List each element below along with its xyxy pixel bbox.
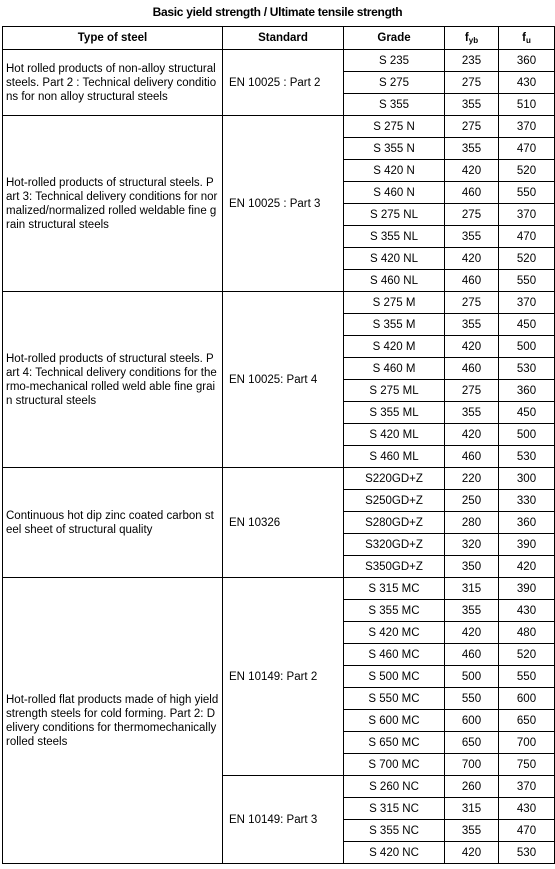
standard-cell: EN 10149: Part 2 <box>223 578 344 776</box>
steel-type-cell: Hot-rolled products of structural steels. Part 4: Technical delivery conditions for thermo-mechanical rolled weld able fine grain structural steels <box>3 292 223 468</box>
grade-cell: S 315 MC <box>344 578 445 600</box>
steel-strength-table <box>2 26 555 864</box>
fu-cell: 430 <box>499 600 555 622</box>
fu-cell: 530 <box>499 358 555 380</box>
grade-cell: S 420 ML <box>344 424 445 446</box>
fyb-cell: 420 <box>445 842 499 864</box>
grade-cell: S 420 MC <box>344 622 445 644</box>
fyb-cell: 460 <box>445 358 499 380</box>
standard-cell: EN 10025 : Part 2 <box>223 50 344 116</box>
grade-cell: S 235 <box>344 50 445 72</box>
fyb-cell: 420 <box>445 424 499 446</box>
fu-cell: 370 <box>499 204 555 226</box>
fu-cell: 520 <box>499 248 555 270</box>
fu-cell: 530 <box>499 446 555 468</box>
header-fu <box>499 27 555 50</box>
standard-cell: EN 10025: Part 4 <box>223 292 344 468</box>
steel-type-cell: Continuous hot dip zinc coated carbon steel sheet of structural quality <box>3 468 223 578</box>
header-fyb-subscript: yb <box>468 35 479 45</box>
grade-cell: S 275 <box>344 72 445 94</box>
fu-cell: 390 <box>499 534 555 556</box>
fyb-cell: 350 <box>445 556 499 578</box>
fyb-cell: 320 <box>445 534 499 556</box>
fyb-cell: 500 <box>445 666 499 688</box>
grade-cell: S 460 ML <box>344 446 445 468</box>
table-body <box>3 50 555 864</box>
fyb-cell: 460 <box>445 182 499 204</box>
grade-cell: S220GD+Z <box>344 468 445 490</box>
grade-cell: S 460 NL <box>344 270 445 292</box>
grade-cell: S 355 <box>344 94 445 116</box>
fu-cell: 470 <box>499 226 555 248</box>
grade-cell: S280GD+Z <box>344 512 445 534</box>
fu-cell: 500 <box>499 336 555 358</box>
fu-cell: 420 <box>499 556 555 578</box>
grade-cell: S 275 ML <box>344 380 445 402</box>
grade-cell: S 355 NL <box>344 226 445 248</box>
grade-cell: S 500 MC <box>344 666 445 688</box>
steel-type-cell: Hot-rolled flat products made of high yield strength steels for cold forming. Part 2: Delivery conditions for thermomechanically rolled steels <box>3 578 223 864</box>
fyb-cell: 355 <box>445 402 499 424</box>
fu-cell: 450 <box>499 402 555 424</box>
grade-cell: S 420 NL <box>344 248 445 270</box>
fu-cell: 450 <box>499 314 555 336</box>
fyb-cell: 355 <box>445 94 499 116</box>
grade-cell: S250GD+Z <box>344 490 445 512</box>
grade-cell: S 315 NC <box>344 798 445 820</box>
grade-cell: S 420 NC <box>344 842 445 864</box>
grade-cell: S 355 MC <box>344 600 445 622</box>
fyb-cell: 420 <box>445 336 499 358</box>
fyb-cell: 275 <box>445 204 499 226</box>
grade-cell: S 355 M <box>344 314 445 336</box>
header-standard: Standard <box>223 27 344 50</box>
steel-type-cell: Hot-rolled products of structural steels. Part 3: Technical delivery conditions for normalized/normalized rolled weldable fine grain structural steels <box>3 116 223 292</box>
header-grade: Grade <box>344 27 445 50</box>
fyb-cell: 355 <box>445 600 499 622</box>
fu-cell: 600 <box>499 688 555 710</box>
fu-cell: 370 <box>499 776 555 798</box>
fu-cell: 520 <box>499 644 555 666</box>
header-fu-subscript: u <box>525 35 531 45</box>
fu-cell: 430 <box>499 72 555 94</box>
header-fyb-symbol: f <box>464 31 469 44</box>
grade-cell: S 700 MC <box>344 754 445 776</box>
fu-cell: 550 <box>499 270 555 292</box>
fu-cell: 360 <box>499 50 555 72</box>
fyb-cell: 250 <box>445 490 499 512</box>
fyb-cell: 460 <box>445 270 499 292</box>
grade-cell: S 420 N <box>344 160 445 182</box>
table-row <box>3 50 555 72</box>
fu-cell: 500 <box>499 424 555 446</box>
header-fyb <box>445 27 499 50</box>
fyb-cell: 315 <box>445 578 499 600</box>
fu-cell: 430 <box>499 798 555 820</box>
table-row <box>3 578 555 600</box>
fu-cell: 530 <box>499 842 555 864</box>
grade-cell: S 550 MC <box>344 688 445 710</box>
grade-cell: S 460 MC <box>344 644 445 666</box>
grade-cell: S 460 N <box>344 182 445 204</box>
steel-type-cell: Hot rolled products of non-alloy structural steels. Part 2 : Technical delivery conditions for non alloy structural steels <box>3 50 223 116</box>
grade-cell: S 275 N <box>344 116 445 138</box>
fyb-cell: 275 <box>445 116 499 138</box>
fyb-cell: 220 <box>445 468 499 490</box>
fyb-cell: 460 <box>445 446 499 468</box>
fu-cell: 470 <box>499 820 555 842</box>
grade-cell: S 355 NC <box>344 820 445 842</box>
table-row <box>3 292 555 314</box>
fyb-cell: 315 <box>445 798 499 820</box>
standard-cell: EN 10326 <box>223 468 344 578</box>
fu-cell: 510 <box>499 94 555 116</box>
grade-cell: S 355 ML <box>344 402 445 424</box>
fyb-cell: 420 <box>445 622 499 644</box>
fu-cell: 360 <box>499 380 555 402</box>
fu-cell: 370 <box>499 292 555 314</box>
fyb-cell: 420 <box>445 248 499 270</box>
table-row <box>3 468 555 490</box>
grade-cell: S 600 MC <box>344 710 445 732</box>
fyb-cell: 600 <box>445 710 499 732</box>
fyb-cell: 355 <box>445 226 499 248</box>
fyb-cell: 280 <box>445 512 499 534</box>
grade-cell: S 650 MC <box>344 732 445 754</box>
table-header-row <box>3 27 555 50</box>
fyb-cell: 260 <box>445 776 499 798</box>
page-title: Basic yield strength / Ultimate tensile strength <box>152 5 403 19</box>
fyb-cell: 275 <box>445 292 499 314</box>
fyb-cell: 460 <box>445 644 499 666</box>
fyb-cell: 420 <box>445 160 499 182</box>
fu-cell: 550 <box>499 666 555 688</box>
fu-cell: 300 <box>499 468 555 490</box>
fu-cell: 750 <box>499 754 555 776</box>
header-type-of-steel: Type of steel <box>3 27 223 50</box>
fyb-cell: 235 <box>445 50 499 72</box>
fu-cell: 360 <box>499 512 555 534</box>
standard-cell: EN 10149: Part 3 <box>223 776 344 864</box>
grade-cell: S 275 NL <box>344 204 445 226</box>
grade-cell: S 460 M <box>344 358 445 380</box>
fu-cell: 550 <box>499 182 555 204</box>
fyb-cell: 355 <box>445 820 499 842</box>
fu-cell: 390 <box>499 578 555 600</box>
header-fu-symbol: f <box>522 31 526 44</box>
standard-cell: EN 10025 : Part 3 <box>223 116 344 292</box>
fyb-cell: 700 <box>445 754 499 776</box>
fu-cell: 370 <box>499 116 555 138</box>
grade-cell: S320GD+Z <box>344 534 445 556</box>
fyb-cell: 355 <box>445 138 499 160</box>
fu-cell: 470 <box>499 138 555 160</box>
grade-cell: S 275 M <box>344 292 445 314</box>
fu-cell: 520 <box>499 160 555 182</box>
fyb-cell: 275 <box>445 72 499 94</box>
fyb-cell: 275 <box>445 380 499 402</box>
grade-cell: S350GD+Z <box>344 556 445 578</box>
fyb-cell: 550 <box>445 688 499 710</box>
fyb-cell: 355 <box>445 314 499 336</box>
grade-cell: S 260 NC <box>344 776 445 798</box>
fyb-cell: 650 <box>445 732 499 754</box>
fu-cell: 330 <box>499 490 555 512</box>
grade-cell: S 355 N <box>344 138 445 160</box>
grade-cell: S 420 M <box>344 336 445 358</box>
table-row <box>3 116 555 138</box>
fu-cell: 700 <box>499 732 555 754</box>
fu-cell: 480 <box>499 622 555 644</box>
fu-cell: 650 <box>499 710 555 732</box>
